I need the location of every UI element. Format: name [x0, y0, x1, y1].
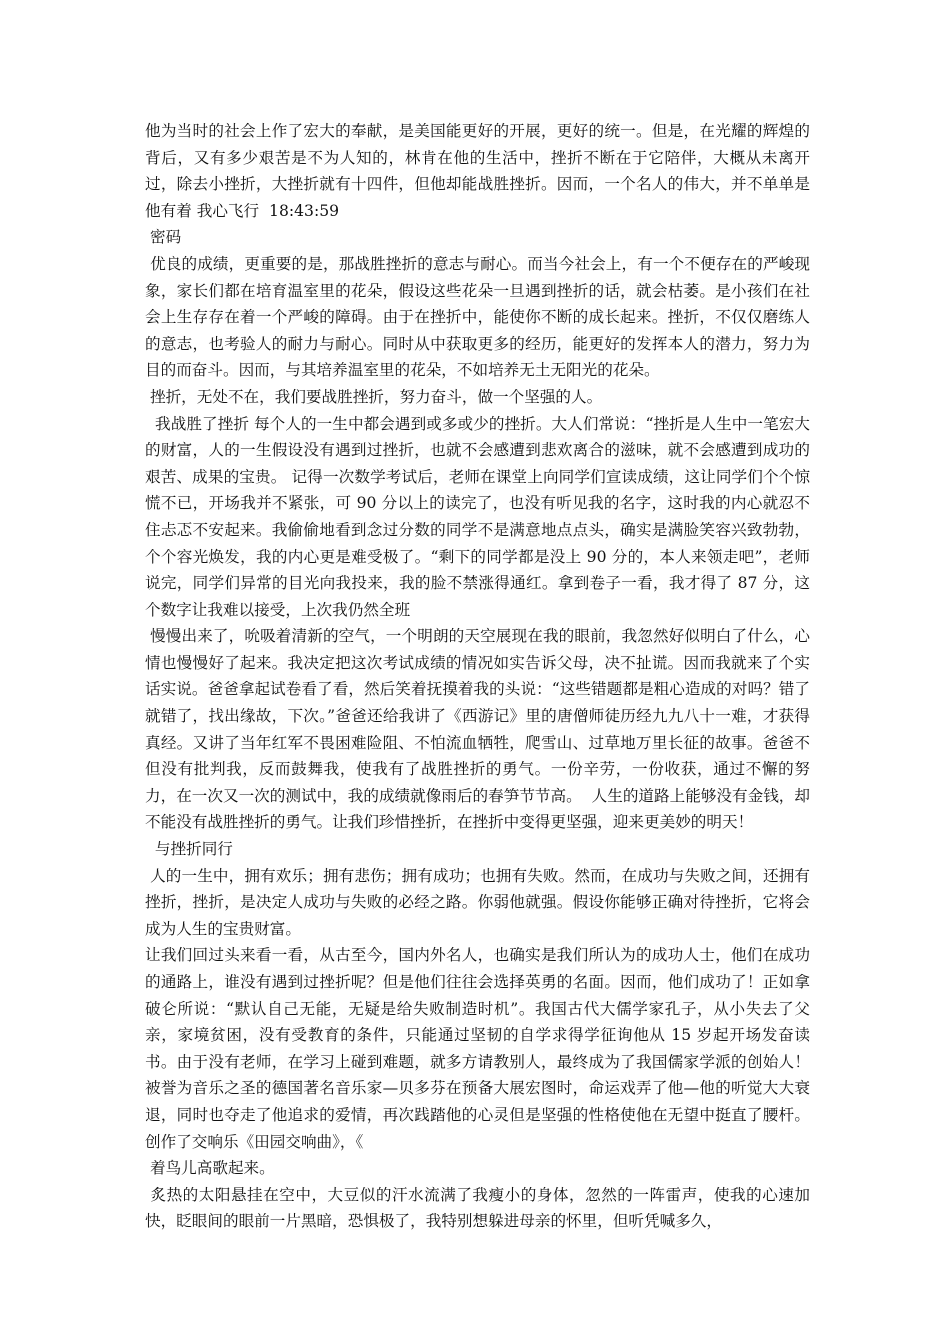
- paragraph-famous-people: 让我们回过头来看一看，从古至今，国内外名人，也确实是我们所认为的成功人士，他们在成功的通路上，谁没有遇到过挫折呢？但是他们往往会选择英勇的名面。因而，他们成功了！正如拿破仑所说：“默认自己无能，无疑是给失败制造时机”。我国古代大儒学家孔子，从小失去了父亲，家境贫困，没有受教育的条件，只能通过坚韧的自学求得学征询他从 15 岁起开场发奋读书。由于没有老师，在学习上碰到难题，就多方请教别人，最终成为了我国儒家学派的创始人！ 被誉为音乐之圣的德国著名音乐家—贝多芬在预备大展宏图时，命运戏弄了他—他的听觉大大衰退，同时也夺走了他追求的爱情，再次践踏他的心灵但是坚强的性格使他在无望中挺直了腰杆。创作了交响乐《田园交响曲》，《: [145, 946, 815, 1151]
- paragraph-heading-together: 与挫折同行: [145, 840, 233, 859]
- paragraph-birds: 着鸟儿高歌起来。: [145, 1159, 275, 1178]
- paragraph-password: 密码: [145, 228, 182, 247]
- document-body: [145, 118, 815, 1235]
- paragraph-overcame: 我战胜了挫折 每个人的一生中都会遇到或多或少的挫折。大人们常说：“挫折是人生中一笔宏大的财富，人的一生假设没有遇到过挫折，也就不会感遭到悲欢离合的滋味，就不会感遭到成功的艰苦、成果的宝贵。 记得一次数学考试后，老师在课堂上向同学们宣读成绩，这让同学们个个惊慌不已，开场我并不紧张，可 90 分以上的读完了，也没有听见我的名字，这时我的内心就忍不住忐忑不安起来。我偷偷地看到念过分数的同学不是满意地点点头，确实是满脸笑容兴致勃勃，个个容光焕发，我的内心更是难受极了。“剩下的同学都是没上 90 分的，本人来领走吧”，老师说完，同学们异常的目光向我投来，我的脸不禁涨得通红。拿到卷子一看，我才得了 87 分，这个数字让我难以接受，上次我仍然全班: [145, 414, 810, 619]
- paragraph-greenhouse: 优良的成绩，更重要的是，那战胜挫折的意志与耐心。而当今社会上，有一个不便存在的严峻现象，家长们都在培育温室里的花朵，假设这些花朵一旦遇到挫折的话，就会枯萎。是小孩们在社会上生存存在着一个严峻的障碍。由于在挫折中，能使你不断的成长起来。挫折，不仅仅磨练人的意志，也考验人的耐力与耐心。同时从中获取更多的经历，能更好的发挥本人的潜力，努力为目的而奋斗。因而，与其培养温室里的花朵，不如培养无土无阳光的花朵。: [145, 254, 810, 380]
- paragraph-lincoln: 他为当时的社会上作了宏大的奉献，是美国能更好的开展，更好的统一。但是，在光耀的辉煌的背后，又有多少艰苦是不为人知的，林肯在他的生活中，挫折不断在于它陪伴，大概从未离开过，除去小挫折，大挫折就有十四件，但他却能战胜挫折。因而，一个名人的伟大，并不单单是他有着 我心飞行 18:43:59: [145, 122, 810, 220]
- paragraph-father: 慢慢出来了，吮吸着清新的空气，一个明朗的天空展现在我的眼前，我忽然好似明白了什么，心情也慢慢好了起来。我决定把这次考试成绩的情况如实告诉父母，决不扯谎。因而我就来了个实话实说。爸爸拿起试卷看了看，然后笑着抚摸着我的头说：“这些错题都是粗心造成的对吗？错了就错了，找出缘故，下次。”爸爸还给我讲了《西游记》里的唐僧师徒历经九九八十一难，才获得真经。又讲了当年红军不畏困难险阻、不怕流血牺牲，爬雪山、过草地万里长征的故事。爸爸不但没有批判我，反而鼓舞我，使我有了战胜挫折的勇气。一份辛劳，一份收获，通过不懈的努力，在一次又一次的测试中，我的成绩就像雨后的春笋节节高。 人生的道路上能够没有金钱，却不能没有战胜挫折的勇气。让我们珍惜挫折，在挫折中变得更坚强，迎来更美妙的明天！: [145, 627, 810, 832]
- paragraph-life: 人的一生中，拥有欢乐；拥有悲伤；拥有成功；也拥有失败。然而，在成功与失败之间，还拥有挫折，挫折，是决定人成功与失败的必经之路。你弱他就强。假设你能够正确对待挫折，它将会成为人生的宝贵财富。: [145, 866, 810, 938]
- paragraph-sun: 炙热的太阳悬挂在空中，大豆似的汗水流满了我瘦小的身体，忽然的一阵雷声，使我的心速加快，眨眼间的眼前一片黑暗，恐惧极了，我特别想躲进母亲的怀里，但听凭喊多久，: [145, 1185, 810, 1231]
- paragraph-everywhere: 挫折，无处不在，我们要战胜挫折，努力奋斗，做一个坚强的人。: [145, 387, 603, 406]
